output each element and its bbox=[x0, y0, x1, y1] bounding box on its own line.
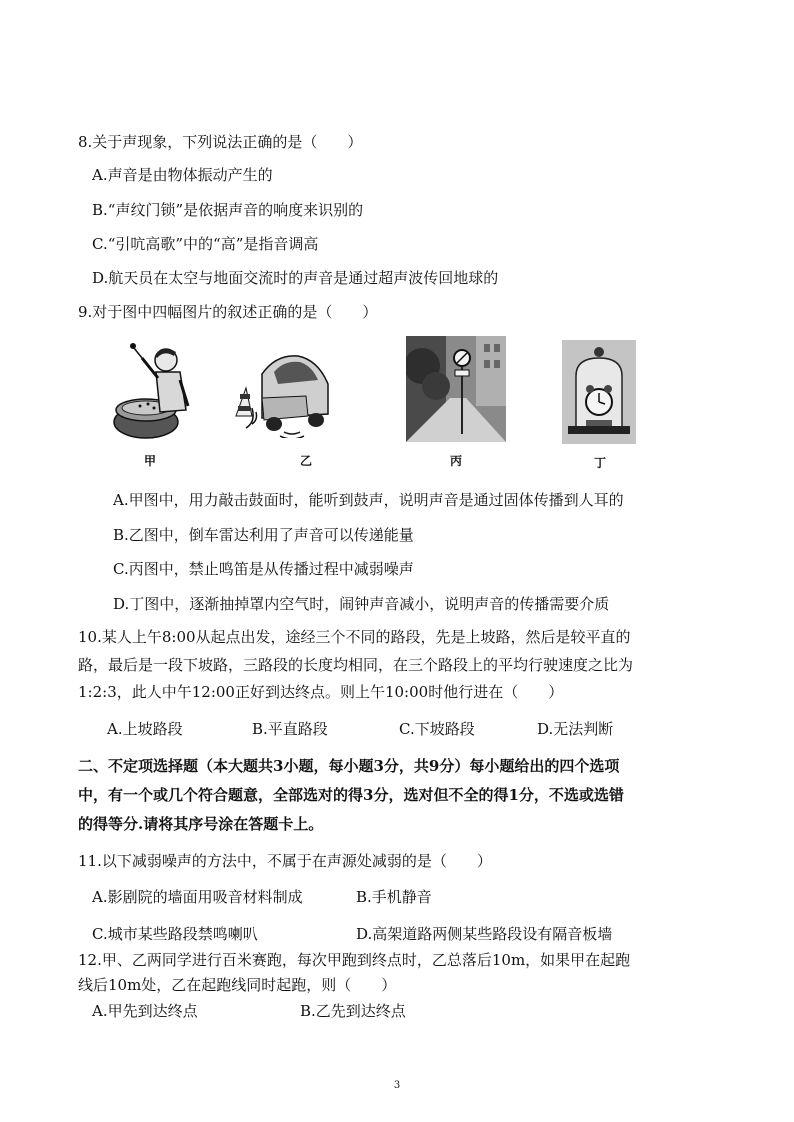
figure-caption-ding: 丁 bbox=[593, 456, 606, 470]
q12-option-a: A.甲先到达终点 bbox=[92, 1002, 198, 1020]
no-horn-street-figure bbox=[406, 336, 506, 442]
figure-caption-bing: 丙 bbox=[449, 454, 462, 468]
figure-caption-jia: 甲 bbox=[143, 454, 156, 468]
q9-stem: 9.对于图中四幅图片的叙述正确的是（ ） bbox=[78, 303, 378, 321]
q8-option-d: D.航天员在太空与地面交流时的声音是通过超声波传回地球的 bbox=[92, 269, 499, 287]
q12-option-b: B.乙先到达终点 bbox=[300, 1002, 406, 1020]
q8-option-c: C.“引吭高歌”中的“高”是指音调高 bbox=[92, 235, 319, 253]
q8-stem: 8.关于声现象，下列说法正确的是（ ） bbox=[78, 133, 363, 151]
drum-boy-figure bbox=[112, 338, 196, 444]
q11-stem: 11.以下减弱噪声的方法中，不属于在声源处减弱的是（ ） bbox=[78, 852, 492, 870]
q9-option-a: A.甲图中，用力敲击鼓面时，能听到鼓声，说明声音是通过固体传播到人耳的 bbox=[113, 491, 624, 509]
q10-option-c: C.下坡路段 bbox=[399, 720, 475, 738]
q9-option-b: B.乙图中，倒车雷达利用了声音可以传递能量 bbox=[113, 526, 414, 544]
q11-option-d: D.高架道路两侧某些路段设有隔音板墙 bbox=[356, 925, 613, 943]
q12-stem-line-1: 12.甲、乙两同学进行百米赛跑，每次甲跑到终点时，乙总落后10m，如果甲在起跑 bbox=[78, 951, 631, 969]
q9-option-c: C.丙图中，禁止鸣笛是从传播过程中减弱噪声 bbox=[113, 560, 414, 578]
q12-stem-line-2: 线后10m处，乙在起跑线同时起跑，则（ ） bbox=[78, 976, 397, 994]
section-2-heading-line-2: 中，有一个或几个符合题意，全部选对的得3分，选对但不全的得1分，不选或选错 bbox=[78, 786, 624, 804]
q11-option-b: B.手机静音 bbox=[356, 888, 432, 906]
q10-stem-line-1: 10.某人上午8:00从起点出发，途经三个不同的路段，先是上坡路，然后是较平直的 bbox=[78, 628, 631, 646]
q8-option-a: A.声音是由物体振动产生的 bbox=[92, 166, 273, 184]
car-reversing-radar-figure bbox=[232, 350, 332, 438]
section-2-heading-line-1: 二、不定项选择题（本大题共3小题，每小题3分，共9分）每小题给出的四个选项 bbox=[78, 757, 620, 775]
q11-option-c: C.城市某些路段禁鸣喇叭 bbox=[92, 925, 258, 943]
section-2-heading-line-3: 的得等分.请将其序号涂在答题卡上。 bbox=[78, 815, 324, 833]
q10-option-b: B.平直路段 bbox=[252, 720, 328, 738]
q9-option-d: D.丁图中，逐渐抽掉罩内空气时，闹钟声音减小，说明声音的传播需要介质 bbox=[113, 595, 610, 613]
q10-option-a: A.上坡路段 bbox=[107, 720, 183, 738]
bell-jar-clock-figure bbox=[562, 340, 636, 444]
q10-stem-line-2: 路，最后是一段下坡路，三路段的长度均相同，在三个路段上的平均行驶速度之比为 bbox=[78, 656, 634, 674]
figure-caption-yi: 乙 bbox=[299, 454, 312, 468]
q10-stem-line-3: 1:2:3，此人中午12:00正好到达终点。则上午10:00时他行进在（ ） bbox=[78, 683, 564, 701]
q10-option-d: D.无法判断 bbox=[537, 720, 614, 738]
page-number: 3 bbox=[393, 1080, 401, 1091]
q8-option-b: B.“声纹门锁”是依据声音的响度来识别的 bbox=[92, 201, 364, 219]
q11-option-a: A.影剧院的墙面用吸音材料制成 bbox=[92, 888, 303, 906]
